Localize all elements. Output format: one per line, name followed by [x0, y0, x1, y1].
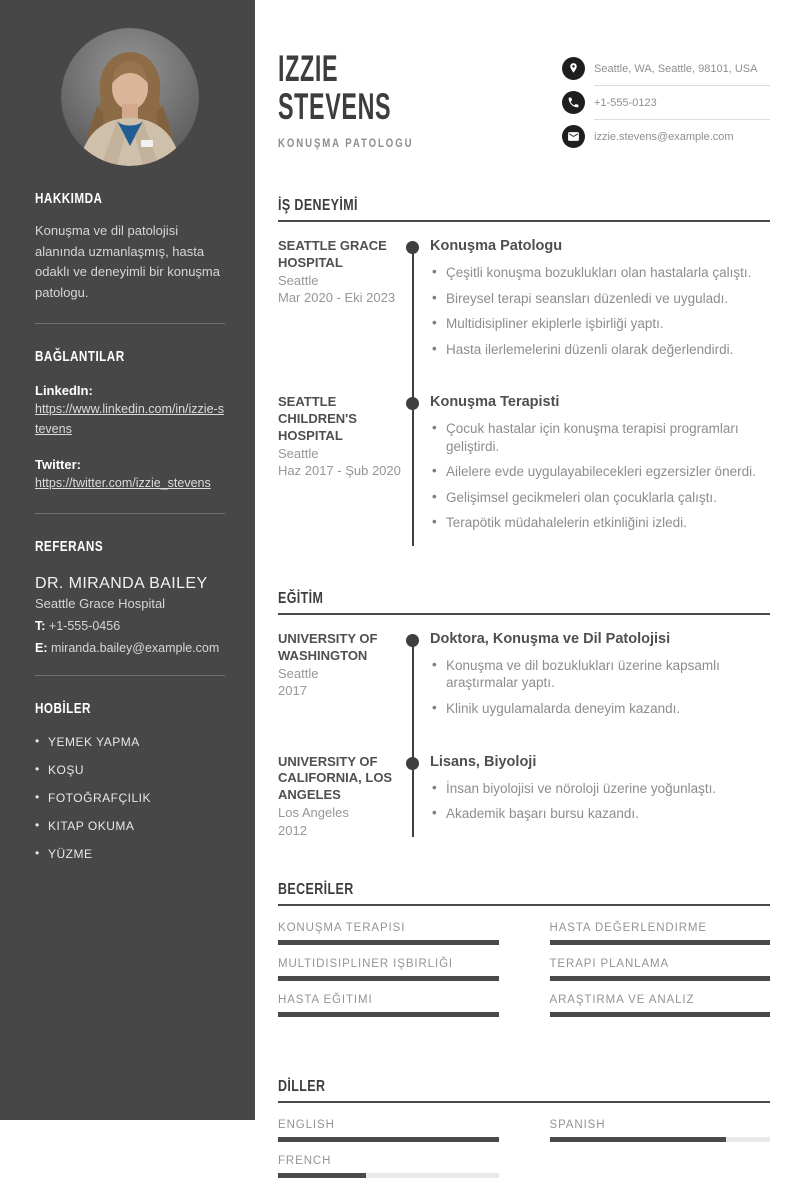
- education-heading-rule: [278, 590, 770, 615]
- sidebar-divider: [35, 323, 225, 324]
- entry-dates: Haz 2017 - Şub 2020: [278, 463, 401, 479]
- bullet-item: • Terapötik müdahalelerin etkinliğini izledi.: [430, 514, 770, 532]
- skill-bar-fill: [550, 1012, 771, 1017]
- hobby-item: • YÜZME: [35, 847, 225, 861]
- entry-info: [278, 394, 406, 480]
- skill-bar-fill: [550, 976, 771, 981]
- bullet-item: • Konuşma ve dil bozuklukları üzerine kapsamlı araştırmalar yaptı.: [430, 657, 770, 692]
- reference-section: [35, 538, 225, 655]
- name-block: [278, 50, 458, 153]
- location-text: Seattle, WA, Seattle, 98101, USA: [594, 62, 758, 75]
- skill-bar: [550, 976, 771, 981]
- entry-dates: 2012: [278, 822, 307, 838]
- language-bar-fill: [278, 1173, 366, 1178]
- entry-dates: Mar 2020 - Eki 2023: [278, 290, 396, 306]
- first-name: IZZIE: [278, 48, 339, 89]
- language-item: [278, 1119, 499, 1142]
- entry-dates: 2017: [278, 683, 307, 699]
- about-heading: HAKKIMDA: [35, 190, 103, 207]
- experience-heading: İŞ DENEYİMİ: [278, 197, 358, 214]
- phone-text: +1-555-0123: [594, 96, 657, 109]
- school-name: UNIVERSITY OF WASHINGTON: [278, 630, 378, 663]
- company-city: Seattle: [278, 272, 319, 288]
- role-bullets: [430, 420, 770, 532]
- reference-phone: [35, 619, 225, 633]
- main-content: [255, 0, 794, 1191]
- hobby-item: • YEMEK YAPMA: [35, 735, 225, 749]
- skills-heading: BECERİLER: [278, 880, 354, 898]
- email-text: izzie.stevens@example.com: [594, 130, 734, 143]
- entry-info: [278, 754, 406, 840]
- skill-item: [278, 922, 499, 945]
- email-label: E:: [35, 641, 48, 656]
- language-bar: [278, 1173, 499, 1178]
- skill-item: [550, 922, 771, 945]
- company-city: Seattle: [278, 445, 319, 461]
- skill-label: TERAPI PLANLAMA: [549, 957, 670, 970]
- skill-bar: [278, 1012, 499, 1017]
- languages-heading: DİLLER: [278, 1077, 326, 1095]
- phone-value: +1-555-0456: [48, 619, 121, 634]
- twitter-link-group: [35, 457, 225, 493]
- languages-section: [278, 1078, 770, 1191]
- experience-section: [278, 197, 770, 550]
- skill-bar: [278, 940, 499, 945]
- entry-info: [278, 631, 406, 700]
- contact-phone: [562, 86, 770, 119]
- linkedin-link[interactable]: https://www.linkedin.com/in/izzie-stevens: [35, 402, 224, 436]
- degree-title: Lisans, Biyoloji: [430, 753, 537, 770]
- school-city: Los Angeles: [278, 805, 349, 821]
- language-item: [550, 1119, 771, 1142]
- language-bar-fill: [278, 1137, 499, 1142]
- skill-label: MULTIDISIPLINER IŞBIRLIĞI: [278, 957, 454, 970]
- skill-bar-fill: [278, 1012, 499, 1017]
- skill-item: [278, 994, 499, 1017]
- language-item: [278, 1155, 499, 1178]
- skill-bar-fill: [550, 940, 771, 945]
- bullet-item: • Gelişimsel gecikmeleri olan çocuklarla çalıştı.: [430, 489, 770, 507]
- experience-heading-rule: [278, 197, 770, 222]
- entry-info: [278, 238, 406, 307]
- skill-label: ARAŞTIRMA VE ANALIZ: [549, 993, 695, 1006]
- email-icon: [562, 125, 585, 148]
- sidebar-divider: [35, 513, 225, 514]
- sidebar-divider: [35, 675, 225, 676]
- timeline-dot: [406, 241, 419, 254]
- degree-title: Doktora, Konuşma ve Dil Patolojisi: [430, 630, 671, 647]
- role-title: Konuşma Patologu: [430, 238, 563, 254]
- education-section: [278, 590, 770, 841]
- job-title: KONUŞMA PATOLOGU: [278, 135, 414, 150]
- education-entry: [278, 754, 770, 841]
- hobby-item: • KOŞU: [35, 763, 225, 777]
- bullet-item: • İnsan biyolojisi ve nöroloji üzerine yoğunlaştı.: [430, 780, 770, 798]
- education-entry: [278, 631, 770, 754]
- phone-icon: [562, 91, 585, 114]
- timeline-dot: [406, 397, 419, 410]
- company-name: SEATTLE GRACE HOSPITAL: [278, 238, 387, 270]
- links-section: [35, 348, 225, 493]
- twitter-link[interactable]: https://twitter.com/izzie_stevens: [35, 475, 211, 490]
- school-name: UNIVERSITY OF CALIFORNIA, LOS ANGELES: [278, 753, 393, 803]
- avatar: [61, 28, 199, 166]
- reference-email: [35, 641, 225, 655]
- linkedin-link-group: [35, 383, 225, 439]
- last-name: STEVENS: [278, 86, 392, 128]
- skills-section: [278, 881, 770, 1030]
- bullet-item: • Hasta ilerlemelerini düzenli olarak değerlendirdi.: [430, 341, 770, 359]
- experience-entries: [278, 238, 770, 550]
- sidebar: [0, 0, 255, 1120]
- skills-heading-rule: [278, 881, 770, 906]
- languages-grid-spacer: [550, 1155, 771, 1191]
- school-city: Seattle: [278, 665, 319, 681]
- header: [278, 50, 770, 153]
- bullet-item: • Akademik başarı bursu kazandı.: [430, 805, 770, 823]
- skill-item: [550, 994, 771, 1017]
- contact-location: [562, 52, 770, 85]
- reference-heading: REFERANS: [35, 538, 104, 556]
- contact-block: [562, 52, 770, 153]
- degree-bullets: [430, 657, 770, 718]
- bullet-item: • Multidisipliner ekiplerle işbirliği yaptı.: [430, 315, 770, 333]
- bullet-item: • Klinik uygulamalarda deneyim kazandı.: [430, 700, 770, 718]
- hobby-item: • KITAP OKUMA: [35, 819, 225, 833]
- languages-grid: [278, 1119, 770, 1191]
- language-bar: [278, 1137, 499, 1142]
- linkedin-label: LinkedIn:: [35, 383, 93, 399]
- bullet-item: • Çeşitli konuşma bozuklukları olan hastalarla çalıştı.: [430, 264, 770, 282]
- language-label: FRENCH: [278, 1154, 332, 1167]
- bullet-item: • Çocuk hastalar için konuşma terapisi programları geliştirdi.: [430, 420, 770, 455]
- phone-label: T:: [35, 619, 46, 634]
- skill-bar-fill: [278, 940, 499, 945]
- degree-bullets: [430, 780, 770, 823]
- reference-name: DR. MIRANDA BAILEY: [35, 575, 208, 593]
- languages-heading-rule: [278, 1078, 770, 1103]
- skill-item: [278, 958, 499, 981]
- about-section: [35, 190, 225, 303]
- about-text: Konuşma ve dil patolojisi alanında uzmanlaşmış, hasta odaklı ve deneyimli bir konuşma patologu.: [35, 223, 220, 300]
- skill-label: KONUŞMA TERAPISI: [278, 921, 406, 934]
- company-name: SEATTLE CHILDREN'S HOSPITAL: [278, 394, 357, 443]
- language-bar-fill: [550, 1137, 726, 1142]
- education-heading: EĞİTİM: [278, 589, 324, 607]
- skill-bar: [550, 1012, 771, 1017]
- bullet-item: • Bireysel terapi seansları düzenledi ve uyguladı.: [430, 290, 770, 308]
- reference-company: Seattle Grace Hospital: [35, 596, 166, 612]
- timeline-dot: [406, 634, 419, 647]
- skill-item: [550, 958, 771, 981]
- hobbies-heading: HOBİLER: [35, 700, 91, 718]
- timeline-dot: [406, 757, 419, 770]
- bullet-item: • Ailelere evde uygulayabilecekleri egzersizler önerdi.: [430, 463, 770, 481]
- hobby-item: • FOTOĞRAFÇILIK: [35, 791, 225, 805]
- profile-photo-illustration: [61, 28, 199, 166]
- language-bar: [550, 1137, 771, 1142]
- skill-label: HASTA EĞITIMI: [278, 993, 373, 1006]
- email-value: miranda.bailey@example.com: [50, 641, 220, 656]
- twitter-label: Twitter:: [35, 456, 81, 472]
- language-label: ENGLISH: [278, 1118, 335, 1131]
- education-entries: [278, 631, 770, 841]
- hobbies-section: [35, 700, 225, 861]
- role-title: Konuşma Terapisti: [430, 394, 560, 411]
- experience-entry: [278, 238, 770, 394]
- links-heading: BAĞLANTILAR: [35, 348, 125, 366]
- language-label: SPANISH: [549, 1118, 606, 1131]
- experience-entry: [278, 394, 770, 550]
- hobby-list: [35, 735, 225, 861]
- skill-bar: [278, 976, 499, 981]
- skill-label: HASTA DEĞERLENDIRME: [549, 921, 707, 934]
- skill-bar: [550, 940, 771, 945]
- role-bullets: [430, 264, 770, 358]
- skills-grid: [278, 922, 770, 1030]
- contact-email: [562, 120, 770, 153]
- skill-bar-fill: [278, 976, 499, 981]
- location-pin-icon: [562, 57, 585, 80]
